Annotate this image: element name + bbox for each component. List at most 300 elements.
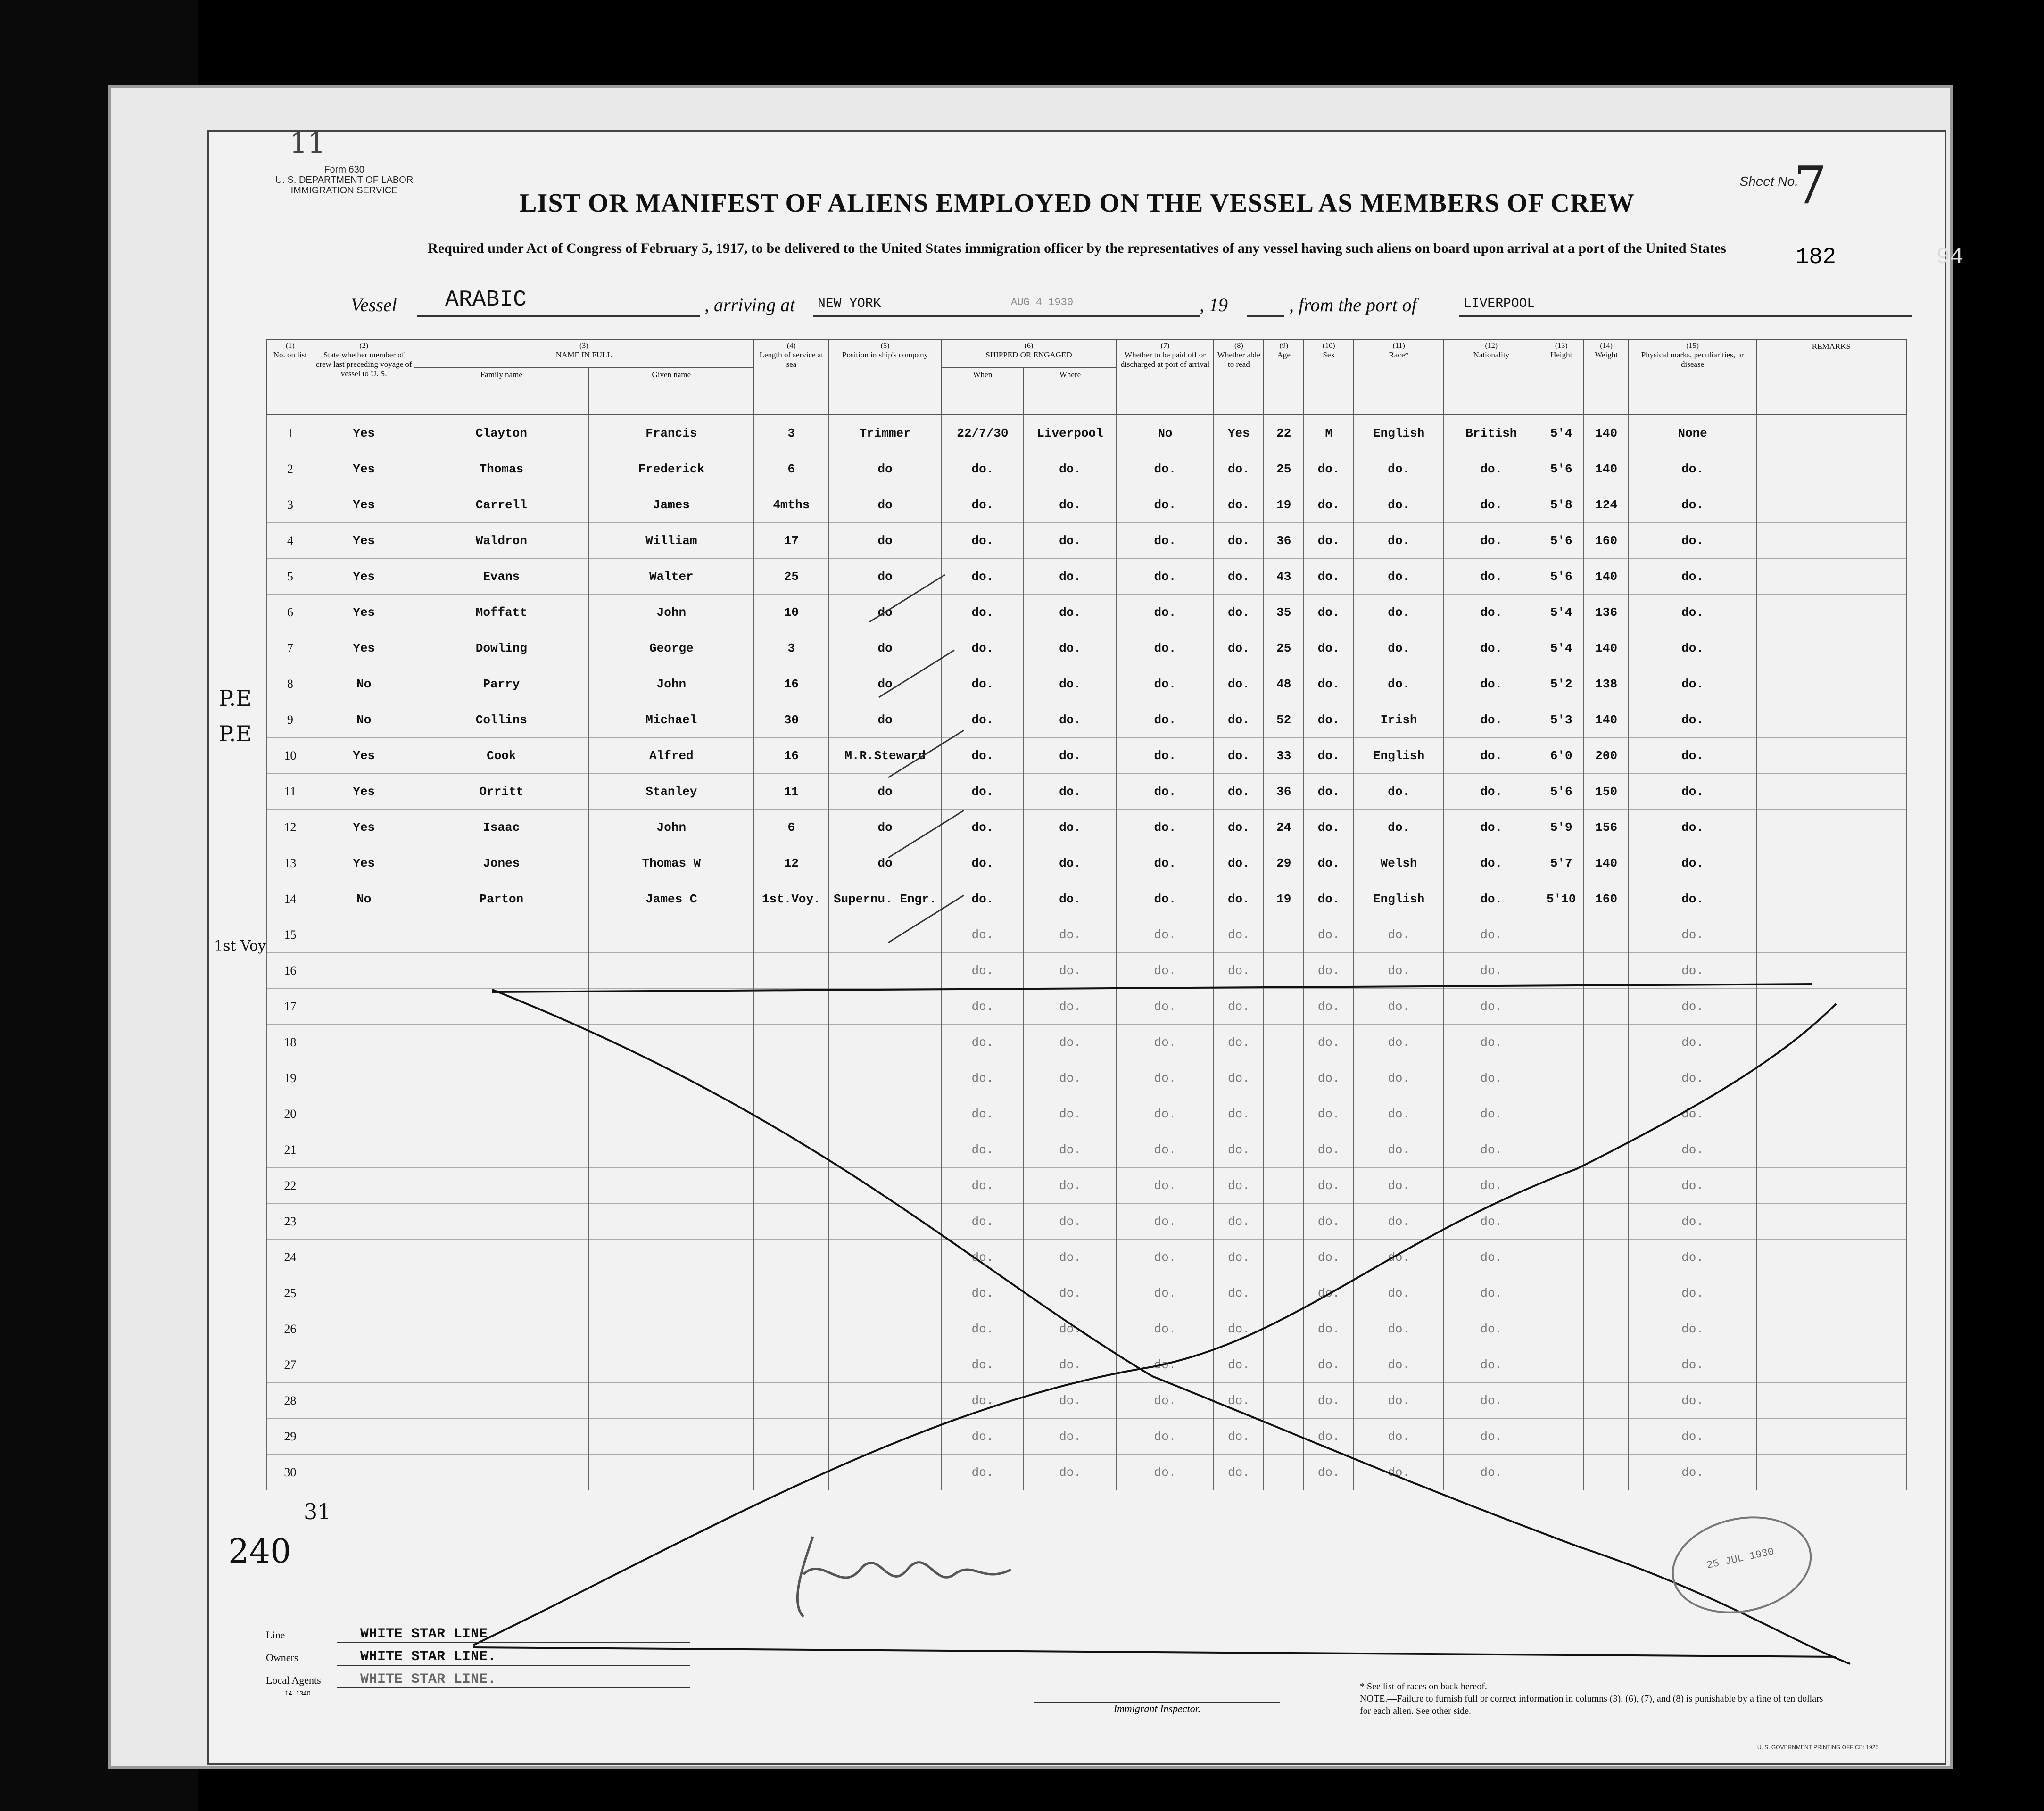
cell-race: do. xyxy=(1354,1096,1444,1132)
cell-remarks xyxy=(1756,1132,1906,1168)
cell-position: do xyxy=(829,523,942,559)
cell-paid: do. xyxy=(1117,523,1214,559)
cell-position: do xyxy=(829,774,942,810)
cell-race: do. xyxy=(1354,451,1444,487)
cell-service: 11 xyxy=(754,774,829,810)
crew-row xyxy=(266,881,1906,917)
cell-height: 5'6 xyxy=(1539,451,1584,487)
cell-remarks xyxy=(1756,1383,1906,1419)
cell-position: do xyxy=(829,451,942,487)
cell-family: Waldron xyxy=(414,523,589,559)
cell-no: 28 xyxy=(266,1383,314,1419)
cell-height: 5'10 xyxy=(1539,881,1584,917)
cell-no: 7 xyxy=(266,630,314,666)
cell-no: 17 xyxy=(266,989,314,1025)
cell-sex: do. xyxy=(1304,1060,1354,1096)
margin-note-pe: P.E xyxy=(219,686,252,711)
cell-service xyxy=(754,1240,829,1275)
cell-service: 1st.Voy. xyxy=(754,881,829,917)
cell-given: George xyxy=(589,630,754,666)
cell-when: do. xyxy=(941,917,1024,953)
cell-paid: do. xyxy=(1117,1096,1214,1132)
cell-sex: do. xyxy=(1304,630,1354,666)
departure-underline xyxy=(1459,315,1912,317)
cell-given xyxy=(589,1096,754,1132)
from-port-label: , from the port of xyxy=(1289,294,1417,315)
cell-remarks xyxy=(1756,1419,1906,1455)
margin-note-top: 11 xyxy=(290,127,326,160)
cell-race: do. xyxy=(1354,523,1444,559)
cell-race: English xyxy=(1354,415,1444,451)
cell-prev xyxy=(314,1025,414,1060)
header-family-name: Family name xyxy=(414,368,589,415)
owners-value: WHITE STAR LINE. xyxy=(337,1649,690,1666)
cell-height: 5'7 xyxy=(1539,845,1584,881)
cell-read: do. xyxy=(1214,1347,1264,1383)
cell-height: 5'8 xyxy=(1539,487,1584,523)
header-sex: (10) Sex xyxy=(1304,339,1354,415)
cell-when: do. xyxy=(941,1455,1024,1490)
cell-service xyxy=(754,1168,829,1204)
cell-remarks xyxy=(1756,487,1906,523)
cell-given xyxy=(589,1383,754,1419)
cell-no: 22 xyxy=(266,1168,314,1204)
cell-race: do. xyxy=(1354,1168,1444,1204)
cell-nat: British xyxy=(1444,415,1539,451)
cell-height: 5'4 xyxy=(1539,630,1584,666)
cell-marks: do. xyxy=(1629,810,1756,845)
cell-no: 15 xyxy=(266,917,314,953)
blank-row xyxy=(266,917,1906,953)
cell-family xyxy=(414,1060,589,1096)
cell-when: do. xyxy=(941,1060,1024,1096)
port-date-stamp: 25 JUL 1930 xyxy=(1663,1504,1821,1626)
cell-remarks xyxy=(1756,989,1906,1025)
cell-no: 25 xyxy=(266,1275,314,1311)
cell-no: 11 xyxy=(266,774,314,810)
cell-given xyxy=(589,1060,754,1096)
cell-service: 12 xyxy=(754,845,829,881)
cell-where: do. xyxy=(1024,702,1116,738)
cell-no: 10 xyxy=(266,738,314,774)
cell-service: 16 xyxy=(754,738,829,774)
cell-age xyxy=(1264,917,1304,953)
header-position: (5) Position in ship's company xyxy=(829,339,942,415)
cell-paid: do. xyxy=(1117,1240,1214,1275)
cell-remarks xyxy=(1756,1025,1906,1060)
cell-paid: do. xyxy=(1117,774,1214,810)
cell-nat: do. xyxy=(1444,1455,1539,1490)
cell-prev xyxy=(314,1347,414,1383)
cell-remarks xyxy=(1756,1168,1906,1204)
cell-weight: 140 xyxy=(1584,702,1629,738)
cell-service xyxy=(754,1275,829,1311)
cell-race: Welsh xyxy=(1354,845,1444,881)
cell-when: do. xyxy=(941,810,1024,845)
cell-given xyxy=(589,1419,754,1455)
cell-position xyxy=(829,1311,942,1347)
cell-paid: do. xyxy=(1117,1025,1214,1060)
vessel-label: Vessel xyxy=(351,294,397,315)
cell-no: 1 xyxy=(266,415,314,451)
cell-where: do. xyxy=(1024,1240,1116,1275)
cell-paid: do. xyxy=(1117,630,1214,666)
cell-prev xyxy=(314,1383,414,1419)
cell-where: do. xyxy=(1024,1168,1116,1204)
printer-imprint: U. S. GOVERNMENT PRINTING OFFICE: 1925 xyxy=(1757,1744,1878,1751)
cell-age: 29 xyxy=(1264,845,1304,881)
cell-service xyxy=(754,989,829,1025)
cell-service xyxy=(754,1383,829,1419)
cell-race: do. xyxy=(1354,1060,1444,1096)
cell-given: Frederick xyxy=(589,451,754,487)
cell-no: 18 xyxy=(266,1025,314,1060)
blank-row xyxy=(266,989,1906,1025)
cell-given xyxy=(589,1168,754,1204)
cell-where: do. xyxy=(1024,1383,1116,1419)
cell-paid: do. xyxy=(1117,559,1214,595)
cell-family: Moffatt xyxy=(414,595,589,630)
cell-where: do. xyxy=(1024,738,1116,774)
cell-when: do. xyxy=(941,1311,1024,1347)
cell-family xyxy=(414,1168,589,1204)
cell-paid: do. xyxy=(1117,1168,1214,1204)
blank-row xyxy=(266,1096,1906,1132)
cell-nat: do. xyxy=(1444,953,1539,989)
cell-family xyxy=(414,953,589,989)
crew-row xyxy=(266,595,1906,630)
cell-paid: do. xyxy=(1117,845,1214,881)
cell-position xyxy=(829,1419,942,1455)
cell-height xyxy=(1539,989,1584,1025)
cell-where: do. xyxy=(1024,989,1116,1025)
cell-marks: do. xyxy=(1629,953,1756,989)
cell-prev xyxy=(314,1419,414,1455)
cell-prev: Yes xyxy=(314,487,414,523)
cell-marks: do. xyxy=(1629,1096,1756,1132)
header-given-name: Given name xyxy=(589,368,754,415)
cell-age: 25 xyxy=(1264,451,1304,487)
sheet-number-label: Sheet No. xyxy=(1739,174,1798,189)
cell-read: do. xyxy=(1214,666,1264,702)
cell-when: do. xyxy=(941,1347,1024,1383)
header-paid-off: (7) Whether to be paid off or discharged at port of arrival xyxy=(1117,339,1214,415)
cell-position: do xyxy=(829,702,942,738)
cell-family: Carrell xyxy=(414,487,589,523)
cell-read: do. xyxy=(1214,1025,1264,1060)
cell-paid: do. xyxy=(1117,1347,1214,1383)
cell-race: English xyxy=(1354,881,1444,917)
cell-position xyxy=(829,1275,942,1311)
cell-paid: do. xyxy=(1117,666,1214,702)
cell-position xyxy=(829,953,942,989)
cell-read: do. xyxy=(1214,1132,1264,1168)
cell-where: do. xyxy=(1024,523,1116,559)
cell-position: Supernu. Engr. xyxy=(829,881,942,917)
cell-where: do. xyxy=(1024,1132,1116,1168)
cell-remarks xyxy=(1756,415,1906,451)
cell-when: do. xyxy=(941,774,1024,810)
cell-weight xyxy=(1584,1025,1629,1060)
cell-remarks xyxy=(1756,810,1906,845)
crew-row xyxy=(266,845,1906,881)
cell-prev: Yes xyxy=(314,810,414,845)
cell-where: do. xyxy=(1024,1025,1116,1060)
cell-nat: do. xyxy=(1444,1311,1539,1347)
cell-given: Alfred xyxy=(589,738,754,774)
cell-weight xyxy=(1584,1240,1629,1275)
cell-position xyxy=(829,1025,942,1060)
cell-weight: 140 xyxy=(1584,415,1629,451)
cell-service xyxy=(754,1204,829,1240)
cell-prev: Yes xyxy=(314,845,414,881)
cell-remarks xyxy=(1756,1240,1906,1275)
footer-owners-row xyxy=(266,1644,1907,1667)
cell-service xyxy=(754,1455,829,1490)
cell-given xyxy=(589,1275,754,1311)
cell-where: do. xyxy=(1024,1204,1116,1240)
cell-remarks xyxy=(1756,702,1906,738)
blank-row xyxy=(266,1132,1906,1168)
cell-prev xyxy=(314,1096,414,1132)
cell-marks: None xyxy=(1629,415,1756,451)
cell-given: John xyxy=(589,595,754,630)
cell-prev xyxy=(314,989,414,1025)
cell-paid: do. xyxy=(1117,953,1214,989)
cell-given: John xyxy=(589,666,754,702)
cell-where: do. xyxy=(1024,1096,1116,1132)
header-height: (13) Height xyxy=(1539,339,1584,415)
cell-where: do. xyxy=(1024,774,1116,810)
cell-sex: M xyxy=(1304,415,1354,451)
cell-family: Orritt xyxy=(414,774,589,810)
cell-given: Walter xyxy=(589,559,754,595)
cell-sex: do. xyxy=(1304,1311,1354,1347)
cell-when: do. xyxy=(941,702,1024,738)
cell-service: 3 xyxy=(754,630,829,666)
cell-where: do. xyxy=(1024,881,1116,917)
cell-family xyxy=(414,989,589,1025)
cell-race: do. xyxy=(1354,989,1444,1025)
cell-age xyxy=(1264,989,1304,1025)
cell-read: do. xyxy=(1214,917,1264,953)
crew-row xyxy=(266,630,1906,666)
cell-paid: do. xyxy=(1117,1060,1214,1096)
cell-sex: do. xyxy=(1304,1347,1354,1383)
cell-given xyxy=(589,917,754,953)
crew-row xyxy=(266,523,1906,559)
cell-weight xyxy=(1584,1419,1629,1455)
cell-read: do. xyxy=(1214,845,1264,881)
department-name: U. S. DEPARTMENT OF LABOR xyxy=(275,175,414,185)
cell-weight xyxy=(1584,1132,1629,1168)
cell-family xyxy=(414,1311,589,1347)
cell-where: do. xyxy=(1024,845,1116,881)
crew-row xyxy=(266,774,1906,810)
cell-when: do. xyxy=(941,487,1024,523)
cell-read: do. xyxy=(1214,1419,1264,1455)
cell-nat: do. xyxy=(1444,523,1539,559)
cell-height: 6'0 xyxy=(1539,738,1584,774)
vessel-name: ARABIC xyxy=(445,287,527,313)
cell-position xyxy=(829,1347,942,1383)
cell-race: English xyxy=(1354,738,1444,774)
cell-service: 25 xyxy=(754,559,829,595)
cell-height: 5'4 xyxy=(1539,415,1584,451)
cell-paid: do. xyxy=(1117,810,1214,845)
cell-race: do. xyxy=(1354,1347,1444,1383)
cell-family: Thomas xyxy=(414,451,589,487)
cell-where: do. xyxy=(1024,1419,1116,1455)
cell-age xyxy=(1264,1455,1304,1490)
cell-prev: No xyxy=(314,881,414,917)
header-race: (11) Race* xyxy=(1354,339,1444,415)
cell-marks: do. xyxy=(1629,1132,1756,1168)
cell-age xyxy=(1264,1168,1304,1204)
cell-position: do xyxy=(829,559,942,595)
cell-prev: Yes xyxy=(314,523,414,559)
cell-family: Parton xyxy=(414,881,589,917)
underlying-page-number: 94 xyxy=(1936,245,1963,270)
header-weight: (14) Weight xyxy=(1584,339,1629,415)
header-name-in-full: (3) NAME IN FULL xyxy=(414,339,754,368)
cell-no: 26 xyxy=(266,1311,314,1347)
cell-remarks xyxy=(1756,559,1906,595)
penalty-note: NOTE.—Failure to furnish full or correct information in columns (3), (6), (7), and (8) is punishable by a fine of ten dollars for each alien. See other side. xyxy=(1360,1694,1823,1716)
cell-no: 27 xyxy=(266,1347,314,1383)
cell-race: Irish xyxy=(1354,702,1444,738)
cell-weight: 140 xyxy=(1584,451,1629,487)
cell-age: 43 xyxy=(1264,559,1304,595)
cell-read: do. xyxy=(1214,1275,1264,1311)
header-where: Where xyxy=(1024,368,1116,415)
blank-row xyxy=(266,1347,1906,1383)
cell-read: do. xyxy=(1214,595,1264,630)
cell-read: do. xyxy=(1214,1383,1264,1419)
cell-family xyxy=(414,1419,589,1455)
margin-note-pe: P.E xyxy=(219,721,252,746)
cell-weight: 138 xyxy=(1584,666,1629,702)
header-nationality: (12) Nationality xyxy=(1444,339,1539,415)
cell-age: 35 xyxy=(1264,595,1304,630)
cell-paid: do. xyxy=(1117,1419,1214,1455)
cell-nat: do. xyxy=(1444,1275,1539,1311)
cell-given: Michael xyxy=(589,702,754,738)
cell-prev xyxy=(314,1132,414,1168)
cell-age xyxy=(1264,1275,1304,1311)
header-length-of-service: (4) Length of service at sea xyxy=(754,339,829,415)
cell-height xyxy=(1539,1347,1584,1383)
cell-marks: do. xyxy=(1629,1419,1756,1455)
cell-prev: Yes xyxy=(314,559,414,595)
cell-weight: 124 xyxy=(1584,487,1629,523)
cell-when: do. xyxy=(941,451,1024,487)
signature-stroke xyxy=(797,1537,1011,1617)
table-body xyxy=(266,415,1906,1490)
cell-age: 36 xyxy=(1264,523,1304,559)
cell-nat: do. xyxy=(1444,451,1539,487)
cell-no: 8 xyxy=(266,666,314,702)
margin-note-first-voyage: 1st Voy xyxy=(214,938,266,954)
cell-weight xyxy=(1584,1060,1629,1096)
cell-nat: do. xyxy=(1444,1419,1539,1455)
cell-marks: do. xyxy=(1629,1168,1756,1204)
page-subtitle: Required under Act of Congress of February 5, 1917, to be delivered to the United States immigration officer by the representatives of any vessel having such aliens on board upon arrival at a port of the United States xyxy=(428,240,1726,256)
cell-position: do xyxy=(829,595,942,630)
header-previous-voyage: (2) State whether member of crew last preceding voyage of vessel to U. S. xyxy=(314,339,414,415)
cell-position: do xyxy=(829,845,942,881)
cell-family: Parry xyxy=(414,666,589,702)
cell-paid: do. xyxy=(1117,1132,1214,1168)
cell-given xyxy=(589,1347,754,1383)
cell-race: do. xyxy=(1354,1204,1444,1240)
cell-read: do. xyxy=(1214,1096,1264,1132)
cell-prev xyxy=(314,1311,414,1347)
cell-position: do xyxy=(829,487,942,523)
cell-read: do. xyxy=(1214,1240,1264,1275)
cell-given: James C xyxy=(589,881,754,917)
cell-marks: do. xyxy=(1629,1275,1756,1311)
cell-when: do. xyxy=(941,1240,1024,1275)
cell-given: Stanley xyxy=(589,774,754,810)
cell-family xyxy=(414,1455,589,1490)
cell-age xyxy=(1264,1025,1304,1060)
cell-family: Jones xyxy=(414,845,589,881)
cell-where: do. xyxy=(1024,666,1116,702)
year-underline xyxy=(1247,315,1284,317)
manifest-page xyxy=(207,127,1963,1765)
cell-read: do. xyxy=(1214,738,1264,774)
blank-row xyxy=(266,953,1906,989)
cell-read: do. xyxy=(1214,451,1264,487)
crew-row xyxy=(266,810,1906,845)
cell-nat: do. xyxy=(1444,774,1539,810)
cell-weight: 156 xyxy=(1584,810,1629,845)
cell-remarks xyxy=(1756,1275,1906,1311)
cell-service xyxy=(754,1419,829,1455)
cell-paid: do. xyxy=(1117,1204,1214,1240)
cell-nat: do. xyxy=(1444,1096,1539,1132)
header-physical-marks: (15) Physical marks, peculiarities, or disease xyxy=(1629,339,1756,415)
arrival-underline xyxy=(813,315,1200,317)
cell-given xyxy=(589,1240,754,1275)
cell-read: do. xyxy=(1214,989,1264,1025)
cell-height xyxy=(1539,1204,1584,1240)
cell-given xyxy=(589,1455,754,1490)
cell-no: 6 xyxy=(266,595,314,630)
cell-weight xyxy=(1584,1168,1629,1204)
cell-when: 22/7/30 xyxy=(941,415,1024,451)
cell-family xyxy=(414,917,589,953)
cell-where: do. xyxy=(1024,559,1116,595)
cell-marks: do. xyxy=(1629,702,1756,738)
blank-row xyxy=(266,1025,1906,1060)
cell-age xyxy=(1264,1240,1304,1275)
cell-where: do. xyxy=(1024,451,1116,487)
cell-service xyxy=(754,1347,829,1383)
cell-marks: do. xyxy=(1629,989,1756,1025)
cell-weight xyxy=(1584,1347,1629,1383)
cell-sex: do. xyxy=(1304,1025,1354,1060)
margin-note-total: 240 xyxy=(228,1532,291,1571)
cell-marks: do. xyxy=(1629,845,1756,881)
cell-height xyxy=(1539,1419,1584,1455)
crew-row xyxy=(266,415,1906,451)
cell-family xyxy=(414,1383,589,1419)
cell-where: do. xyxy=(1024,953,1116,989)
cell-nat: do. xyxy=(1444,810,1539,845)
cell-sex: do. xyxy=(1304,953,1354,989)
